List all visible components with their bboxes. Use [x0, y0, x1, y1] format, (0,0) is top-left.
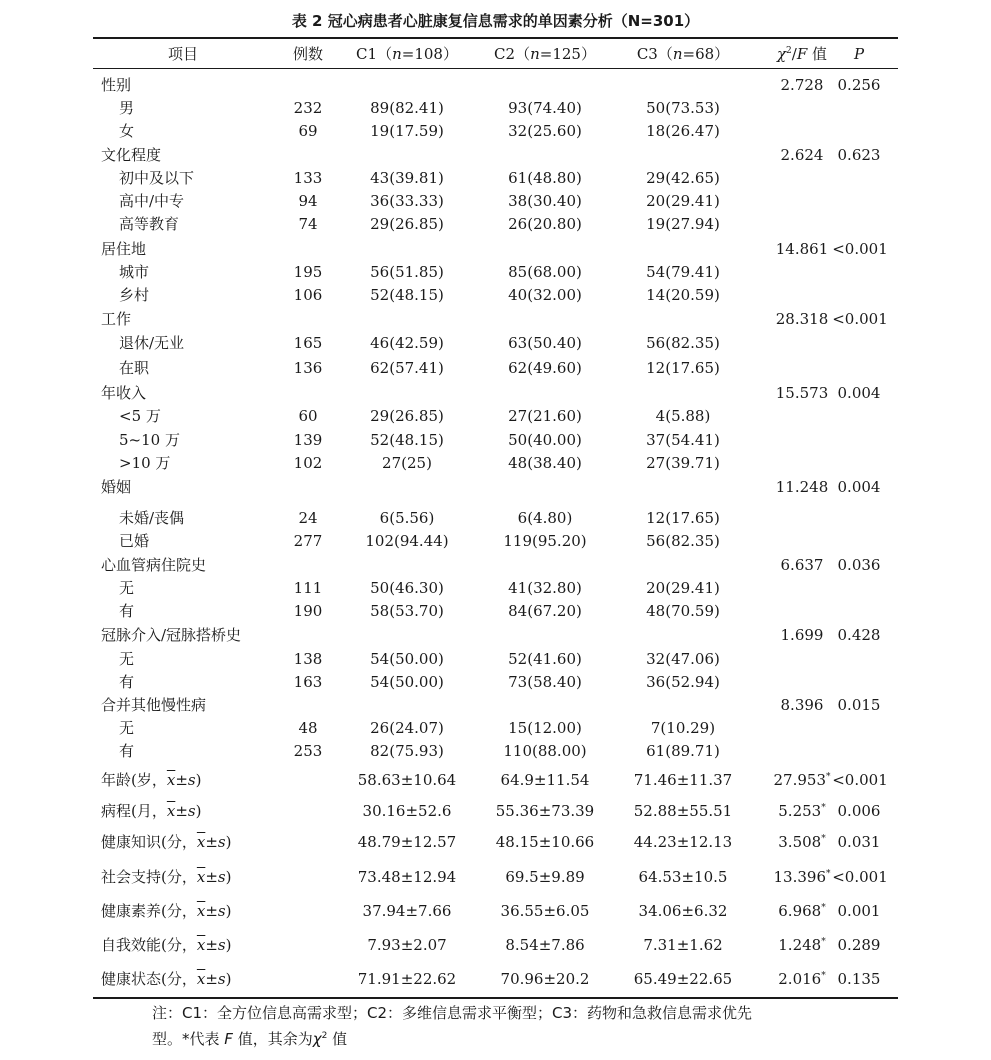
table-note-line1: 注：C1：全方位信息高需求型；C2：多维信息需求平衡型；C3：药物和急救信息需求优先 [152, 1004, 753, 1022]
row-label: 自我效能(分，$\overline{x}\pm s$) [101, 936, 232, 954]
table-row [93, 189, 898, 213]
cell-c2: 32(25.60) [508, 122, 582, 140]
table-header-rule [93, 68, 898, 69]
row-sublabel: 未婚/丧偶 [119, 509, 185, 527]
cell-c1: 54(50.00) [370, 650, 444, 668]
cell-p-value: <0.001 [832, 868, 888, 886]
cell-count: 94 [298, 192, 318, 210]
cell-count: 195 [293, 263, 323, 281]
cell-c3: 7.31±1.62 [643, 936, 723, 954]
cell-p-value: 0.428 [837, 626, 881, 644]
table-row [93, 670, 898, 694]
row-label: 健康状态(分，$\overline{x}\pm s$) [101, 970, 232, 988]
row-sublabel: 无 [119, 579, 135, 597]
cell-c1: 27(25) [382, 454, 432, 472]
cell-c2: 27(21.60) [508, 407, 582, 425]
table-top-rule [93, 37, 898, 39]
cell-c3: 64.53±10.5 [638, 868, 728, 886]
cell-c2: 84(67.20) [508, 602, 582, 620]
row-sublabel: >10 万 [119, 454, 171, 472]
table-row [93, 307, 898, 331]
cell-c1: 102(94.44) [365, 532, 449, 550]
cell-p-value: 0.004 [837, 384, 881, 402]
cell-count: 136 [293, 359, 323, 377]
row-label: 文化程度 [101, 146, 162, 164]
cell-c2: 48(38.40) [508, 454, 582, 472]
table-row [93, 283, 898, 307]
cell-c2: 119(95.20) [503, 532, 587, 550]
cell-statistic: 1.699 [780, 626, 824, 644]
cell-statistic: 8.396 [780, 696, 824, 714]
cell-p-value: 0.004 [837, 478, 881, 496]
table-row [93, 799, 898, 823]
cell-statistic: 11.248 [775, 478, 829, 496]
cell-c1: 36(33.33) [370, 192, 444, 210]
cell-c2: 52(41.60) [508, 650, 582, 668]
table-row [93, 693, 898, 717]
cell-p-value: 0.015 [837, 696, 881, 714]
row-sublabel: 高中/中专 [119, 192, 185, 210]
row-label: 工作 [101, 310, 132, 328]
table-row [93, 623, 898, 647]
cell-p-value: <0.001 [832, 240, 888, 258]
table-row [93, 830, 898, 854]
cell-p-value: 0.289 [837, 936, 881, 954]
row-sublabel: 在职 [119, 359, 150, 377]
cell-count: 74 [298, 215, 318, 233]
cell-count: 138 [293, 650, 323, 668]
cell-c1: 71.91±22.62 [357, 970, 457, 988]
cell-c3: 4(5.88) [655, 407, 711, 425]
cell-count: 69 [298, 122, 318, 140]
cell-c1: 62(57.41) [370, 359, 444, 377]
table-row [93, 212, 898, 236]
cell-statistic: 6.637 [780, 556, 824, 574]
row-label: 病程(月，$\overline{x}\pm s$) [101, 802, 202, 820]
cell-c1: 7.93±2.07 [367, 936, 447, 954]
cell-c2: 6(4.80) [517, 509, 573, 527]
row-sublabel: 有 [119, 673, 135, 691]
row-label: 健康素养(分，$\overline{x}\pm s$) [101, 902, 232, 920]
cell-p-value: 0.031 [837, 833, 881, 851]
cell-statistic: 27.953* [773, 771, 831, 789]
cell-statistic: 3.508* [778, 833, 826, 851]
table-row [93, 475, 898, 499]
cell-count: 106 [293, 286, 323, 304]
cell-c3: 19(27.94) [646, 215, 720, 233]
cell-c1: 43(39.81) [370, 169, 444, 187]
cell-c1: 30.16±52.6 [362, 802, 452, 820]
cell-count: 232 [293, 99, 323, 117]
cell-c2: 15(12.00) [508, 719, 582, 737]
cell-c1: 46(42.59) [370, 334, 444, 352]
cell-c3: 50(73.53) [646, 99, 720, 117]
row-sublabel: 已婚 [119, 532, 150, 550]
cell-c2: 85(68.00) [508, 263, 582, 281]
cell-p-value: 0.001 [837, 902, 881, 920]
cell-count: 111 [293, 579, 323, 597]
cell-c1: 54(50.00) [370, 673, 444, 691]
row-label: 居住地 [101, 240, 147, 258]
table-bottom-rule [93, 997, 898, 999]
table-row [93, 331, 898, 355]
cell-c3: 12(17.65) [646, 359, 720, 377]
cell-count: 60 [298, 407, 318, 425]
cell-c2: 62(49.60) [508, 359, 582, 377]
cell-c3: 52.88±55.51 [633, 802, 733, 820]
row-sublabel: 高等教育 [119, 215, 180, 233]
cell-c2: 40(32.00) [508, 286, 582, 304]
table-row [93, 96, 898, 120]
table-row [93, 237, 898, 261]
cell-statistic: 2.728 [780, 76, 824, 94]
header-c2: C2（n=125） [494, 45, 596, 63]
cell-p-value: 0.256 [837, 76, 881, 94]
cell-p-value: 0.036 [837, 556, 881, 574]
table-row [93, 553, 898, 577]
cell-p-value: 0.623 [837, 146, 881, 164]
cell-c2: 63(50.40) [508, 334, 582, 352]
row-label: 年龄(岁，$\overline{x}\pm s$) [101, 771, 202, 789]
cell-c3: 61(89.71) [646, 742, 720, 760]
header-item: 项目 [167, 45, 198, 63]
table-row [93, 599, 898, 623]
cell-c3: 14(20.59) [646, 286, 720, 304]
table-row [93, 451, 898, 475]
row-sublabel: 乡村 [119, 286, 150, 304]
cell-c3: 56(82.35) [646, 532, 720, 550]
cell-c3: 20(29.41) [646, 192, 720, 210]
cell-c2: 26(20.80) [508, 215, 582, 233]
row-sublabel: 5~10 万 [119, 431, 180, 449]
cell-c3: 48(70.59) [646, 602, 720, 620]
cell-count: 48 [298, 719, 318, 737]
cell-p-value: <0.001 [832, 310, 888, 328]
row-label: 合并其他慢性病 [101, 696, 207, 714]
cell-c2: 110(88.00) [503, 742, 587, 760]
cell-statistic: 15.573 [775, 384, 829, 402]
cell-c1: 52(48.15) [370, 286, 444, 304]
cell-c3: 29(42.65) [646, 169, 720, 187]
row-label: 年收入 [101, 384, 147, 402]
table-row [93, 119, 898, 143]
cell-c3: 44.23±12.13 [633, 833, 733, 851]
cell-p-value: 0.135 [837, 970, 881, 988]
table-caption: 表 2 冠心病患者心脏康复信息需求的单因素分析（N=301） [291, 12, 700, 30]
cell-c2: 69.5±9.89 [505, 868, 585, 886]
row-sublabel: 初中及以下 [119, 169, 195, 187]
header-c3: C3（n=68） [636, 45, 730, 63]
cell-c1: 58(53.70) [370, 602, 444, 620]
row-sublabel: 有 [119, 742, 135, 760]
cell-c1: 37.94±7.66 [362, 902, 452, 920]
table-row [93, 143, 898, 167]
table-row [93, 166, 898, 190]
cell-count: 24 [298, 509, 318, 527]
row-sublabel: <5 万 [119, 407, 161, 425]
cell-count: 277 [293, 532, 323, 550]
cell-count: 190 [293, 602, 323, 620]
table-row [93, 716, 898, 740]
cell-c3: 34.06±6.32 [638, 902, 728, 920]
table-row [93, 506, 898, 530]
cell-statistic: 13.396* [773, 868, 831, 886]
cell-c2: 38(30.40) [508, 192, 582, 210]
cell-statistic: 6.968* [778, 902, 826, 920]
cell-c1: 56(51.85) [370, 263, 444, 281]
cell-c2: 8.54±7.86 [505, 936, 585, 954]
cell-c1: 82(75.93) [370, 742, 444, 760]
header-count: 例数 [292, 45, 323, 63]
table-row [93, 428, 898, 452]
row-sublabel: 退休/无业 [119, 334, 185, 352]
cell-statistic: 2.624 [780, 146, 824, 164]
cell-c2: 73(58.40) [508, 673, 582, 691]
cell-p-value: <0.001 [832, 771, 888, 789]
cell-c1: 29(26.85) [370, 407, 444, 425]
cell-c2: 48.15±10.66 [495, 833, 595, 851]
cell-c3: 18(26.47) [646, 122, 720, 140]
cell-count: 102 [293, 454, 323, 472]
header-c1: C1（n=108） [356, 45, 458, 63]
row-label: 冠脉介入/冠脉搭桥史 [101, 626, 242, 644]
cell-statistic: 2.016* [778, 970, 826, 988]
cell-c1: 6(5.56) [379, 509, 435, 527]
row-sublabel: 有 [119, 602, 135, 620]
table-row [93, 356, 898, 380]
cell-c1: 48.79±12.57 [357, 833, 457, 851]
row-sublabel: 无 [119, 650, 135, 668]
cell-c3: 56(82.35) [646, 334, 720, 352]
cell-c2: 70.96±20.2 [500, 970, 590, 988]
cell-c1: 26(24.07) [370, 719, 444, 737]
cell-count: 163 [293, 673, 323, 691]
cell-c1: 29(26.85) [370, 215, 444, 233]
cell-c3: 27(39.71) [646, 454, 720, 472]
table-row [93, 73, 898, 97]
cell-c3: 36(52.94) [646, 673, 720, 691]
table-note-line2: 型。*代表 F 值，其余为$\chi^2$ 值 [152, 1030, 348, 1048]
cell-c2: 64.9±11.54 [500, 771, 590, 789]
table-row [93, 404, 898, 428]
header-p: P [853, 45, 865, 63]
cell-c3: 12(17.65) [646, 509, 720, 527]
cell-c1: 50(46.30) [370, 579, 444, 597]
cell-count: 139 [293, 431, 323, 449]
cell-c2: 55.36±73.39 [495, 802, 595, 820]
table-row [93, 865, 898, 889]
cell-c3: 7(10.29) [650, 719, 716, 737]
row-sublabel: 男 [119, 99, 135, 117]
cell-count: 133 [293, 169, 323, 187]
cell-c2: 41(32.80) [508, 579, 582, 597]
cell-count: 253 [293, 742, 323, 760]
table-row [93, 529, 898, 553]
table-row [93, 967, 898, 991]
cell-c3: 71.46±11.37 [633, 771, 733, 789]
table-row [93, 381, 898, 405]
cell-c1: 73.48±12.94 [357, 868, 457, 886]
cell-p-value: 0.006 [837, 802, 881, 820]
row-sublabel: 无 [119, 719, 135, 737]
cell-c1: 58.63±10.64 [357, 771, 457, 789]
cell-c1: 19(17.59) [370, 122, 444, 140]
row-sublabel: 城市 [119, 263, 150, 281]
cell-c3: 65.49±22.65 [633, 970, 733, 988]
cell-c3: 54(79.41) [646, 263, 720, 281]
cell-c1: 52(48.15) [370, 431, 444, 449]
header-statistic: $\chi^2/F$ 值 [776, 45, 828, 63]
table-row [93, 768, 898, 792]
cell-c2: 36.55±6.05 [500, 902, 590, 920]
row-label: 心血管病住院史 [101, 556, 207, 574]
row-label: 性别 [101, 76, 132, 94]
table-row [93, 576, 898, 600]
table-row [93, 260, 898, 284]
cell-c2: 50(40.00) [508, 431, 582, 449]
cell-statistic: 5.253* [778, 802, 826, 820]
table-row [93, 933, 898, 957]
row-label: 社会支持(分，$\overline{x}\pm s$) [101, 868, 232, 886]
row-label: 健康知识(分，$\overline{x}\pm s$) [101, 833, 232, 851]
table-row [93, 899, 898, 923]
cell-c3: 20(29.41) [646, 579, 720, 597]
cell-statistic: 14.861 [775, 240, 829, 258]
cell-c3: 32(47.06) [646, 650, 720, 668]
cell-c1: 89(82.41) [370, 99, 444, 117]
table-row [93, 739, 898, 763]
cell-c2: 93(74.40) [508, 99, 582, 117]
cell-c3: 37(54.41) [646, 431, 720, 449]
cell-statistic: 1.248* [778, 936, 826, 954]
table-row [93, 647, 898, 671]
cell-count: 165 [293, 334, 323, 352]
row-label: 婚姻 [101, 478, 132, 496]
cell-statistic: 28.318 [775, 310, 829, 328]
cell-c2: 61(48.80) [508, 169, 582, 187]
table-header [93, 41, 898, 67]
row-sublabel: 女 [119, 122, 135, 140]
